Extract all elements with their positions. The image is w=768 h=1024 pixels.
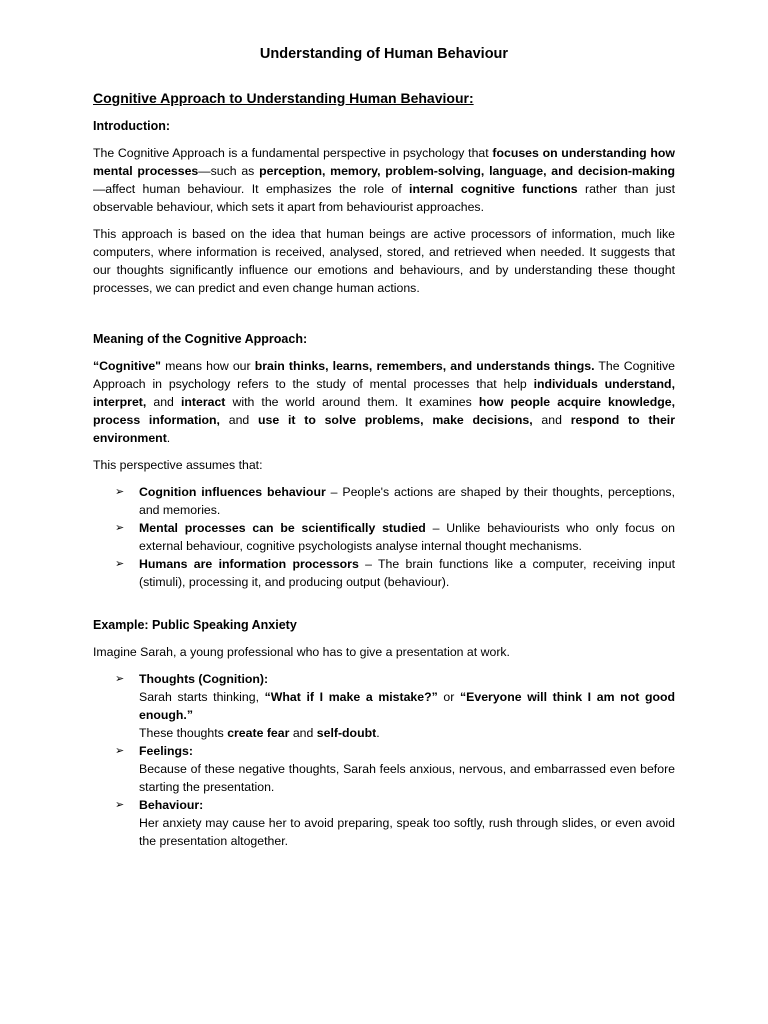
bold-run: interact xyxy=(180,395,226,409)
document-title: Understanding of Human Behaviour xyxy=(259,46,509,62)
text-run: The Cognitive Approach in psychology refers to the study of mental processes that help xyxy=(93,359,675,391)
document-body xyxy=(93,44,675,859)
bold-run: internal cognitive functions xyxy=(409,182,578,196)
arrow-bullet-icon: ➢ xyxy=(115,558,125,570)
example-list xyxy=(93,670,675,850)
text-run: —such as xyxy=(198,164,260,178)
text-run: means how our xyxy=(161,359,255,373)
section-heading: Cognitive Approach to Understanding Human Behaviour: xyxy=(93,90,474,106)
item-text: Because of these negative thoughts, Sarah feels anxious, nervous, and embarrassed even before starting the presentation. xyxy=(139,762,675,794)
text-run: or xyxy=(437,690,461,704)
text-run: and xyxy=(532,413,571,427)
bold-run: Cognition influences behaviour xyxy=(139,485,326,499)
bold-run: perception, memory, problem-solving, language, and decision-making xyxy=(259,164,675,178)
intro-paragraph-1 xyxy=(93,144,675,216)
assumptions-intro: This perspective assumes that: xyxy=(93,458,263,472)
spacer xyxy=(93,306,675,330)
assumptions-list xyxy=(93,483,675,591)
bold-run: Humans are information processors xyxy=(139,557,359,571)
bold-run: Mental processes can be scientifically studied xyxy=(139,521,426,535)
text-run: . xyxy=(376,726,380,740)
bold-run: “Everyone will think I am not good enough.” xyxy=(139,690,675,722)
text-run: These thoughts xyxy=(139,726,228,740)
text-run: . xyxy=(166,431,171,445)
introduction-heading: Introduction: xyxy=(93,119,171,133)
text-run: The Cognitive Approach is a fundamental perspective in psychology that xyxy=(93,146,493,160)
meaning-heading: Meaning of the Cognitive Approach: xyxy=(93,332,308,346)
text-run: and xyxy=(219,413,259,427)
text-run: and xyxy=(146,395,181,409)
arrow-bullet-icon: ➢ xyxy=(115,486,125,498)
text-run: Sarah starts thinking, xyxy=(139,690,265,704)
example-heading: Example: Public Speaking Anxiety xyxy=(93,618,297,632)
item-text: Her anxiety may cause her to avoid preparing, speak too softly, rush through slides, or even avoid the presentation altogether. xyxy=(139,816,675,848)
list-item xyxy=(115,519,675,555)
bold-run: create fear xyxy=(227,726,290,740)
list-item-thoughts xyxy=(115,670,675,742)
text-run: and xyxy=(289,726,317,740)
bold-run: respond to their environment xyxy=(93,413,675,445)
bold-run: individuals understand, interpret, xyxy=(93,377,675,409)
bold-run: use it to solve problems, make decisions, xyxy=(258,413,533,427)
text-run: —affect human behaviour. It emphasizes the role of xyxy=(93,182,410,196)
list-item xyxy=(115,483,676,519)
meaning-paragraph xyxy=(93,357,675,447)
bold-run: focuses on understanding how mental processes xyxy=(93,146,675,178)
item-label: Thoughts (Cognition): xyxy=(139,672,269,686)
item-text xyxy=(139,724,675,742)
list-item-behaviour xyxy=(115,796,675,850)
bold-run: self-doubt xyxy=(316,726,377,740)
arrow-bullet-icon: ➢ xyxy=(115,522,125,534)
text-run: with the world around them. It examines xyxy=(225,395,479,409)
bold-run: how people acquire knowledge, process information, xyxy=(93,395,676,427)
item-label: Behaviour: xyxy=(139,798,204,812)
bold-run: brain thinks, learns, remembers, and understands things. xyxy=(254,359,595,373)
example-intro: Imagine Sarah, a young professional who has to give a presentation at work. xyxy=(93,645,510,659)
item-text xyxy=(139,688,675,724)
bold-run: “What if I make a mistake?” xyxy=(264,690,438,704)
text-run: – Unlike behaviourists who only focus on external behaviour, cognitive psychologists analyse internal thought mechanisms. xyxy=(139,521,675,553)
arrow-bullet-icon: ➢ xyxy=(115,799,125,811)
intro-paragraph-2: This approach is based on the idea that human beings are active processors of information, much like computers, where information is received, analysed, stored, and retrieved when needed. It suggests that our thoughts significantly influence our emotions and behaviours, and by understanding these thought processes, we can predict and even change human actions. xyxy=(93,227,675,295)
bold-run: “Cognitive" xyxy=(93,359,161,373)
text-run: rather than just observable behaviour, which sets it apart from behaviourist approaches. xyxy=(93,182,675,214)
arrow-bullet-icon: ➢ xyxy=(115,673,125,685)
text-run: – People's actions are shaped by their thoughts, perceptions, and memories. xyxy=(139,485,676,517)
list-item-feelings xyxy=(115,742,675,796)
arrow-bullet-icon: ➢ xyxy=(115,745,125,757)
text-run: – The brain functions like a computer, receiving input (stimuli), processing it, and producing output (behaviour). xyxy=(139,557,675,589)
list-item xyxy=(115,555,675,591)
item-label: Feelings: xyxy=(139,744,193,758)
spacer xyxy=(93,600,675,616)
